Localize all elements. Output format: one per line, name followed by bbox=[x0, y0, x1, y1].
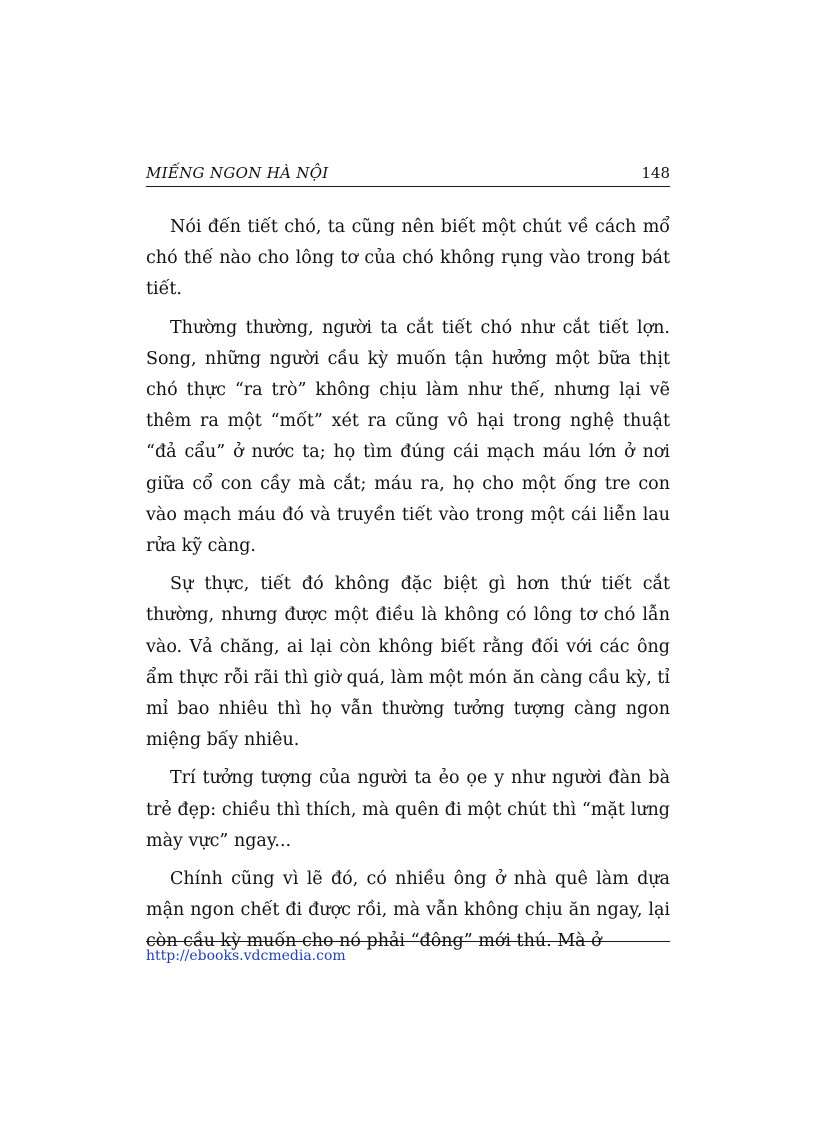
paragraph-5: Chính cũng vì lẽ đó, có nhiều ông ở nhà quê làm dựa mận ngon chết đi được rồi, mà vẫn không chịu ăn ngay, lại còn cầu kỳ muốn cho nó phải “đông” mới thú. Mà ở bbox=[146, 869, 670, 952]
footer-link[interactable]: http://ebooks.vdcmedia.com bbox=[146, 948, 346, 964]
page-number: 148 bbox=[641, 164, 670, 182]
body-text bbox=[146, 212, 670, 965]
paragraph-3: Sự thực, tiết đó không đặc biệt gì hơn thứ tiết cắt thường, nhưng được một điều là không có lông tơ chó lẫn vào. Vả chăng, ai lại còn không biết rằng đối với các ông ẩm thực rỗi rãi thì giờ quá, làm một món ăn càng cầu kỳ, tỉ mỉ bao nhiêu thì họ vẫn thường tưởng tượng càng ngon miệng bấy nhiêu. bbox=[146, 574, 670, 751]
footer-divider bbox=[146, 941, 670, 942]
running-title: MIẾNG NGON HÀ NỘI bbox=[146, 164, 329, 182]
page-header bbox=[146, 162, 670, 187]
paragraph-1: Nói đến tiết chó, ta cũng nên biết một chút về cách mổ chó thế nào cho lông tơ của chó không rụng vào trong bát tiết. bbox=[146, 217, 670, 300]
paragraph-2: Thường thường, người ta cắt tiết chó như cắt tiết lợn. Song, những người cầu kỳ muốn tận hưởng một bữa thịt chó thực “ra trò” không chịu làm như thế, nhưng lại vẽ thêm ra một “mốt” xét ra cũng vô hại trong nghệ thuật “đả cẩu” ở nước ta; họ tìm đúng cái mạch máu lớn ở nơi giữa cổ con cầy mà cắt; máu ra, họ cho một ống tre con vào mạch máu đó và truyền tiết vào trong một cái liễn lau rửa kỹ càng. bbox=[146, 317, 670, 557]
paragraph-4: Trí tưởng tượng của người ta ẻo ọe y như người đàn bà trẻ đẹp: chiều thì thích, mà quên đi một chút thì “mặt lưng mày vực” ngay... bbox=[146, 768, 670, 851]
